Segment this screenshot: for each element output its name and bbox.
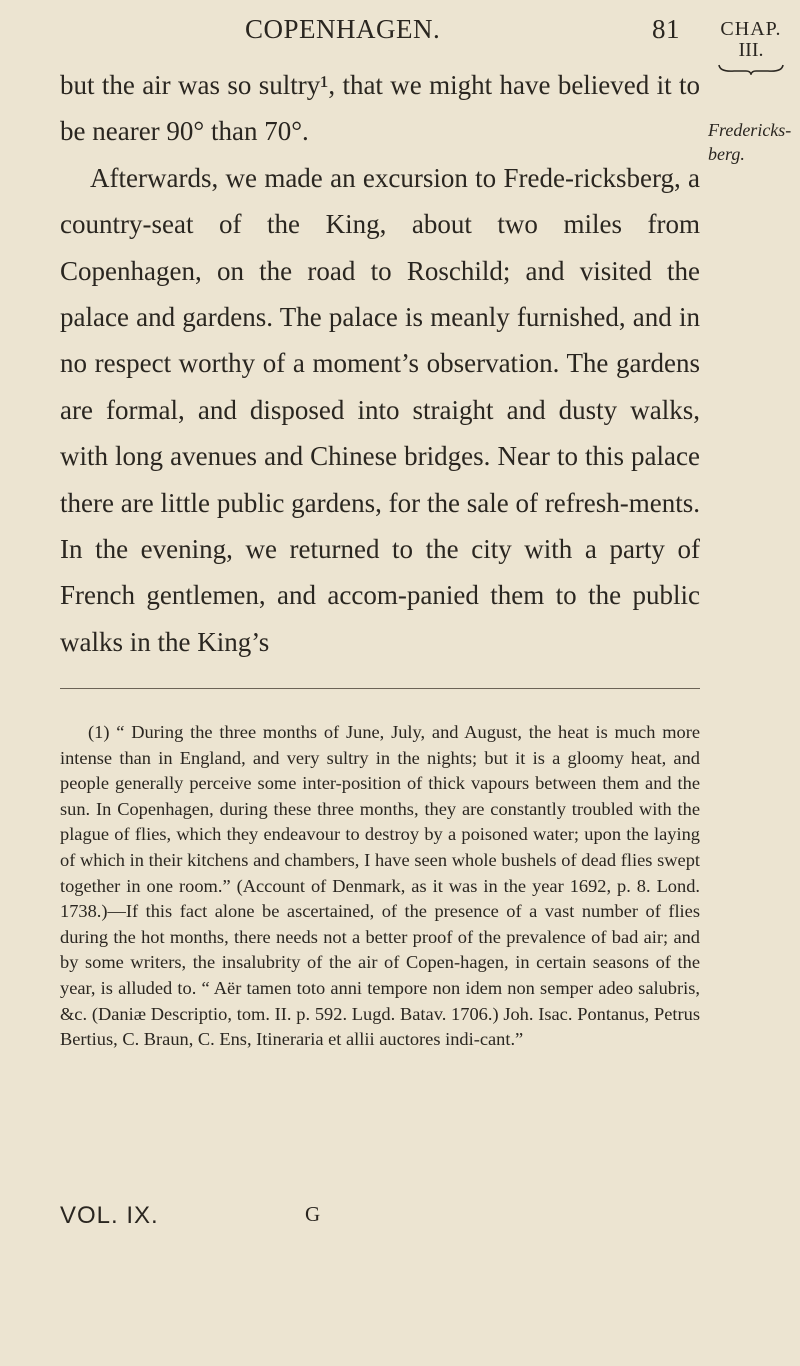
footnote: (1) “ During the three months of June, July, and August, the heat is much more intense than in England, and very sultry in the nights; but it is a gloomy heat, and people generally perceive some inter-position of thick vapours between them and the sun. In Copenhagen, during these three months, they are constantly troubled with the plague of flies, which they endeavour to destroy by a poisoned water; upon the laying of which in their kitchens and chambers, I have seen whole bushels of dead flies swept together in one room.” (Account of Denmark, as it was in the year 1692, p. 8. Lond. 1738.)—If this fact alone be ascertained, of the presence of a vast number of flies during the hot months, there needs not a better proof of the prevalence of bad air; and by some writers, the insalubrity of the air of Copen-hagen, in certain seasons of the year, is alluded to. “ Aër tamen toto anni tempore non idem non semper adeo salubris, &c. (Daniæ Descriptio, tom. II. p. 592. Lugd. Batav. 1706.) Joh. Isac. Pontanus, Petrus Bertius, C. Braun, C. Ens, Itineraria et allii auctores indi-cant.” <box>60 722 700 1050</box>
brace-icon <box>718 63 784 75</box>
running-title: COPENHAGEN. <box>245 14 441 44</box>
page-number: 81 <box>652 14 680 44</box>
printer-signature <box>60 1202 460 1230</box>
chapter-label: CHAP. <box>720 18 782 40</box>
paragraph-2: Afterwards, we made an excursion to Frede-ricksberg, a country-seat of the King, about two miles from Copenhagen, on the road to Roschild; and visited the palace and gardens. The palace is meanly furnished, and in no respect worthy of a moment’s observation. The gardens are formal, and disposed into straight and dusty walks, with long avenues and Chinese bridges. Near to this palace there are little public gardens, for the sale of refresh-ments. In the evening, we returned to the city with a party of French gentlemen, and accom-panied them to the public walks in the King’s <box>60 162 700 657</box>
footnote-divider <box>60 688 700 689</box>
chapter-number: III. <box>738 39 764 61</box>
margin-note: Fredericks-berg. <box>708 120 792 164</box>
paragraph-1: but the air was so sultry¹, that we might have believed it to be nearer 90° than 70°. <box>60 70 700 147</box>
chapter-marker <box>706 18 796 75</box>
main-text <box>60 62 700 665</box>
signature-mark: G <box>305 1202 322 1226</box>
volume-label: VOL. IX. <box>60 1202 159 1229</box>
